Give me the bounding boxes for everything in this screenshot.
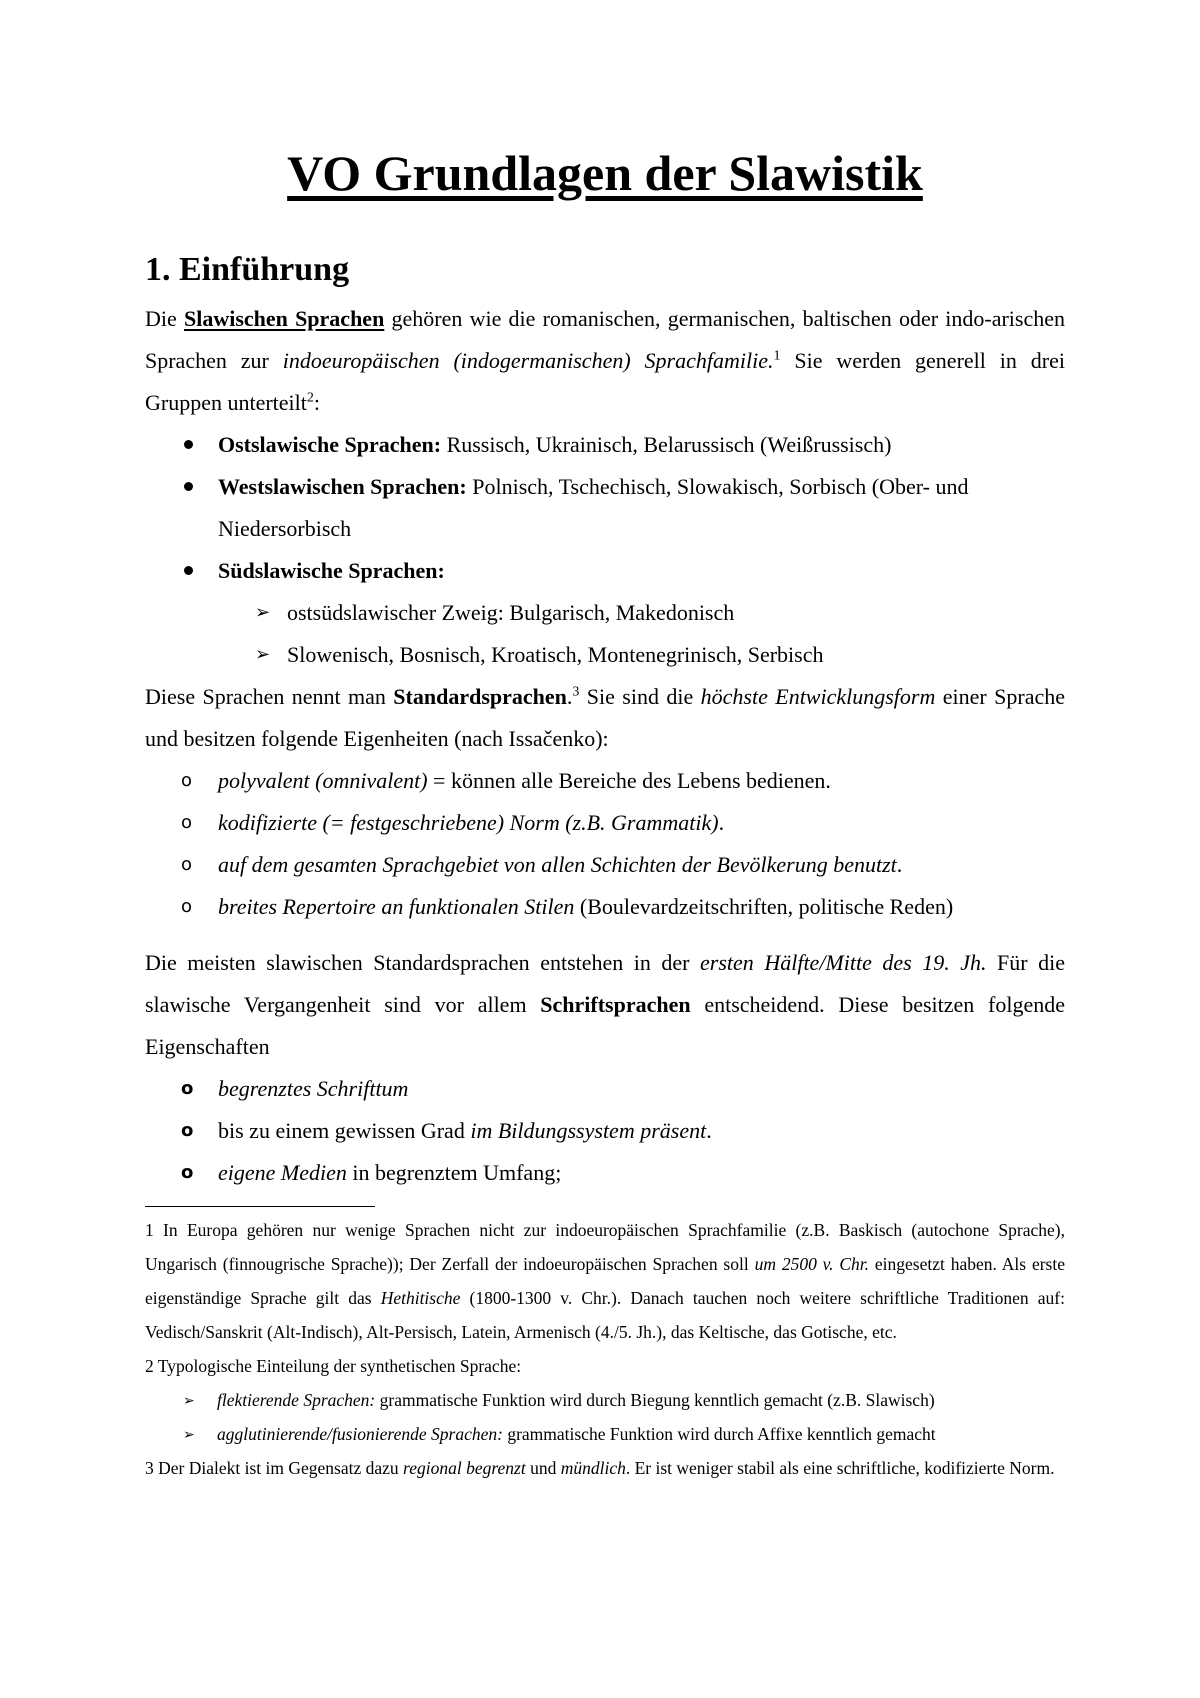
page-content	[145, 140, 1065, 1485]
standard-features-list	[145, 760, 1065, 928]
list-item: o breites Repertoire an funktionalen Stilen (Boulevardzeitschriften, politische Reden)	[181, 886, 1065, 928]
written-languages-paragraph: Die meisten slawischen Standardsprachen entstehen in der ersten Hälfte/Mitte des 19. Jh. Für die slawische Vergangenheit sind vor allem Schriftsprachen entscheidend. Diese besitzen folgende Eigenschaften	[145, 950, 1065, 1059]
standard-languages-paragraph: Diese Sprachen nennt man Standardsprachen.$^3$ Sie sind die höchste Entwicklungsform einer Sprache und besitzen folgende Eigenheiten (nach Issačenko):	[145, 684, 1065, 751]
list-item: o kodifizierte (= festgeschriebene) Norm (z.B. Grammatik).	[181, 802, 1065, 844]
list-item: Ostslawische Sprachen: Russisch, Ukrainisch, Belarussisch (Weißrussisch)	[178, 424, 1065, 466]
footnote-ref-1[interactable]: 1	[773, 348, 781, 364]
footnote-separator	[145, 1206, 375, 1207]
footnote-ref-3[interactable]: 3	[572, 684, 580, 700]
language-groups-list	[145, 424, 1065, 592]
list-item: ➢ Slowenisch, Bosnisch, Kroatisch, Montenegrinisch, Serbisch	[255, 634, 1065, 676]
list-item: o polyvalent (omnivalent) = können alle Bereiche des Lebens bedienen.	[181, 760, 1065, 802]
list-item: o bis zu einem gewissen Grad im Bildungssystem präsent.	[181, 1110, 1065, 1152]
footnote-1: 1 In Europa gehören nur wenige Sprachen nicht zur indoeuropäischen Sprachfamilie (z.B. Baskisch (autochone Sprache), Ungarisch (finnougrische Sprache)); Der Zerfall der indoeuropäischen Sprachen soll um 2500 v. Chr. eingesetzt haben. Als erste eigenständige Sprache gilt das Hethitische (1800-1300 v. Chr.). Danach tauchen noch weitere schriftliche Traditionen auf: Vedisch/Sanskrit (Alt-Indisch), Alt-Persisch, Latein, Armenisch (4./5. Jh.), das Keltische, das Gotische, etc.	[145, 1220, 1065, 1342]
intro-paragraph: Die Slawischen Sprachen gehören wie die romanischen, germanischen, baltischen oder indo-arischen Sprachen zur indoeuropäischen (indogermanischen) Sprachfamilie.$^1$ Sie werden generell in drei Gruppen unterteilt$^2$:	[145, 306, 1065, 415]
list-item: Südslawische Sprachen:	[178, 550, 1065, 592]
list-item: ➢ ostsüdslawischer Zweig: Bulgarisch, Makedonisch	[255, 592, 1065, 634]
footnote-2: 2 Typologische Einteilung der synthetischen Sprache:	[145, 1356, 522, 1376]
list-item: ➢ agglutinierende/fusionierende Sprachen: grammatische Funktion wird durch Affixe kenntlich gemacht	[183, 1417, 1065, 1451]
footnotes	[145, 1213, 1065, 1485]
document-title: VO Grundlagen der Slawistik	[287, 145, 923, 201]
list-item: o auf dem gesamten Sprachgebiet von allen Schichten der Bevölkerung benutzt.	[181, 844, 1065, 886]
list-item: Westslawischen Sprachen: Polnisch, Tschechisch, Slowakisch, Sorbisch (Ober- und Niedersorbisch	[178, 466, 1065, 550]
footnote-ref-2[interactable]: 2	[306, 390, 314, 406]
south-slavic-branches-list	[145, 592, 1065, 676]
list-item: ➢ flektierende Sprachen: grammatische Funktion wird durch Biegung kenntlich gemacht (z.B. Slawisch)	[183, 1383, 1065, 1417]
spacer	[145, 928, 1065, 942]
list-item: o begrenztes Schrifttum	[181, 1068, 1065, 1110]
footnote-2-list	[145, 1383, 1065, 1451]
written-features-list	[145, 1068, 1065, 1194]
list-item: o eigene Medien in begrenztem Umfang;	[181, 1152, 1065, 1194]
section-heading: 1. Einführung	[145, 251, 350, 288]
footnote-3: 3 Der Dialekt ist im Gegensatz dazu regional begrenzt und mündlich. Er ist weniger stabil als eine schriftliche, kodifizierte Norm.	[145, 1458, 1055, 1478]
